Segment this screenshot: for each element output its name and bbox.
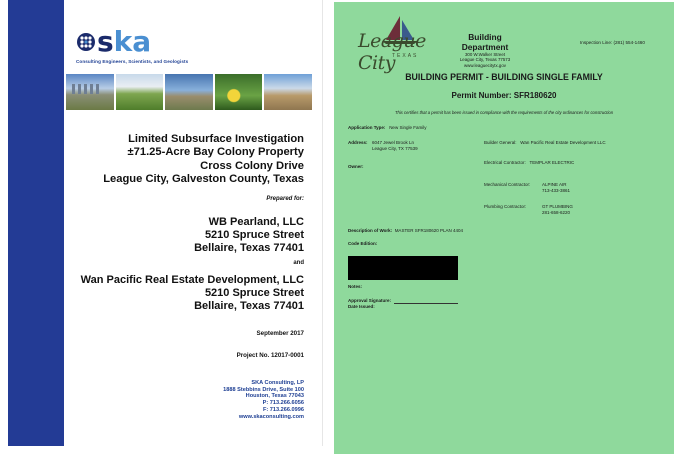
vegetation-survey-photo bbox=[215, 74, 263, 110]
notes-field: Notes: bbox=[348, 284, 363, 289]
prepared-for-label: Prepared for: bbox=[266, 196, 304, 202]
blue-sidebar bbox=[8, 0, 64, 446]
certification-statement: This certifies that a permit has been issued in compliance with the requirements of the city ordinances for construction bbox=[394, 110, 614, 115]
project-number: Project No. 12017-0001 bbox=[236, 352, 304, 359]
report-title bbox=[103, 133, 304, 187]
client-wb-pearland bbox=[194, 216, 304, 255]
league-city-logo bbox=[358, 14, 448, 74]
department-website: www.leaguecitytx.gov bbox=[464, 62, 506, 68]
title-line: League City, Galveston County, Texas bbox=[103, 173, 304, 186]
contact-line: 1888 Stebbins Drive, Suite 100 bbox=[223, 386, 304, 393]
code-edition-field: Code Edition: bbox=[348, 241, 378, 246]
drilling-rig-photo bbox=[264, 74, 312, 110]
client-line: Wan Pacific Real Estate Development, LLC bbox=[80, 274, 304, 286]
texas-label: TEXAS bbox=[392, 53, 419, 59]
permit-title: BUILDING PERMIT - BUILDING SINGLE FAMILY bbox=[405, 72, 603, 82]
client-line: Bellaire, Texas 77401 bbox=[194, 300, 304, 312]
department-title: Building Department bbox=[461, 32, 509, 52]
mechanical-field: Mechanical Contractor: bbox=[484, 182, 531, 187]
signature-line bbox=[394, 299, 458, 304]
address-field: Address: bbox=[348, 140, 368, 145]
plumbing-value: GT PLUMBING 281-658-6220 bbox=[542, 204, 573, 215]
client-wan-pacific bbox=[81, 274, 304, 313]
client-line: 5210 Spruce Street bbox=[204, 229, 304, 241]
industrial-site-photo bbox=[165, 74, 213, 110]
title-line: Cross Colony Drive bbox=[200, 159, 304, 172]
department-header bbox=[448, 32, 522, 68]
ska-contact-block bbox=[223, 380, 304, 420]
department-city: League City, Texas 77573 bbox=[459, 57, 511, 63]
application-type-field: Application Type: New Single Family bbox=[348, 125, 427, 130]
approval-signature-field: Approval Signature: bbox=[348, 298, 458, 304]
department-address: 300 W.Walker Street bbox=[464, 52, 506, 57]
grass-field-photo bbox=[116, 74, 164, 110]
mechanical-value: ALPINE AIR 713-433-3861 bbox=[542, 182, 571, 193]
ska-wordmark: ska bbox=[97, 25, 152, 58]
client-line: 5210 Spruce Street bbox=[204, 287, 304, 299]
building-permit bbox=[334, 2, 674, 454]
permit-number: Permit Number: SFR180620 bbox=[451, 91, 557, 100]
title-line: Limited Subsurface Investigation bbox=[128, 133, 304, 145]
address-value: 6047 Jewel Brook Ln League City, TX 77539 bbox=[372, 140, 418, 151]
contact-line: P: 713.266.6056 bbox=[262, 400, 304, 407]
league-city-wordmark: League City bbox=[358, 30, 426, 74]
electrical-field: Electrical Contractor: TEMPLAR ELECTRIC bbox=[484, 160, 575, 165]
photo-strip bbox=[66, 74, 312, 110]
date-issued-field: Date Issued: bbox=[348, 304, 375, 309]
ska-tagline: Consulting Engineers, Scientists, and Geologists bbox=[76, 59, 189, 64]
and-label: and bbox=[293, 260, 304, 266]
ska-logo bbox=[76, 25, 189, 64]
contact-line: Houston, Texas 77043 bbox=[245, 393, 304, 400]
inspection-line: Inspection Line: (281) 554-1460 bbox=[580, 40, 645, 45]
report-date: September 2017 bbox=[256, 330, 304, 337]
contact-line: SKA Consulting, LP bbox=[251, 380, 304, 386]
plumbing-field: Plumbing Contractor: bbox=[484, 204, 527, 209]
ska-report-cover bbox=[8, 0, 323, 446]
client-line: Bellaire, Texas 77401 bbox=[194, 242, 304, 254]
contact-website: www.skaconsulting.com bbox=[238, 413, 304, 420]
client-line: WB Pearland, LLC bbox=[208, 216, 304, 228]
description-field: Description of Work: MASTER SFR180620 PLAN 4404 bbox=[348, 228, 463, 233]
redacted-block bbox=[348, 256, 458, 280]
ska-globe-icon bbox=[76, 32, 96, 52]
owner-field: Owner: bbox=[348, 164, 364, 169]
title-line: ±71.25-Acre Bay Colony Property bbox=[127, 146, 304, 159]
contact-line: F: 713.266.0996 bbox=[262, 406, 304, 413]
builder-field: Builder General: Wan Pacific Real Estate Development LLC bbox=[484, 140, 606, 145]
city-skyline-photo bbox=[66, 74, 114, 110]
